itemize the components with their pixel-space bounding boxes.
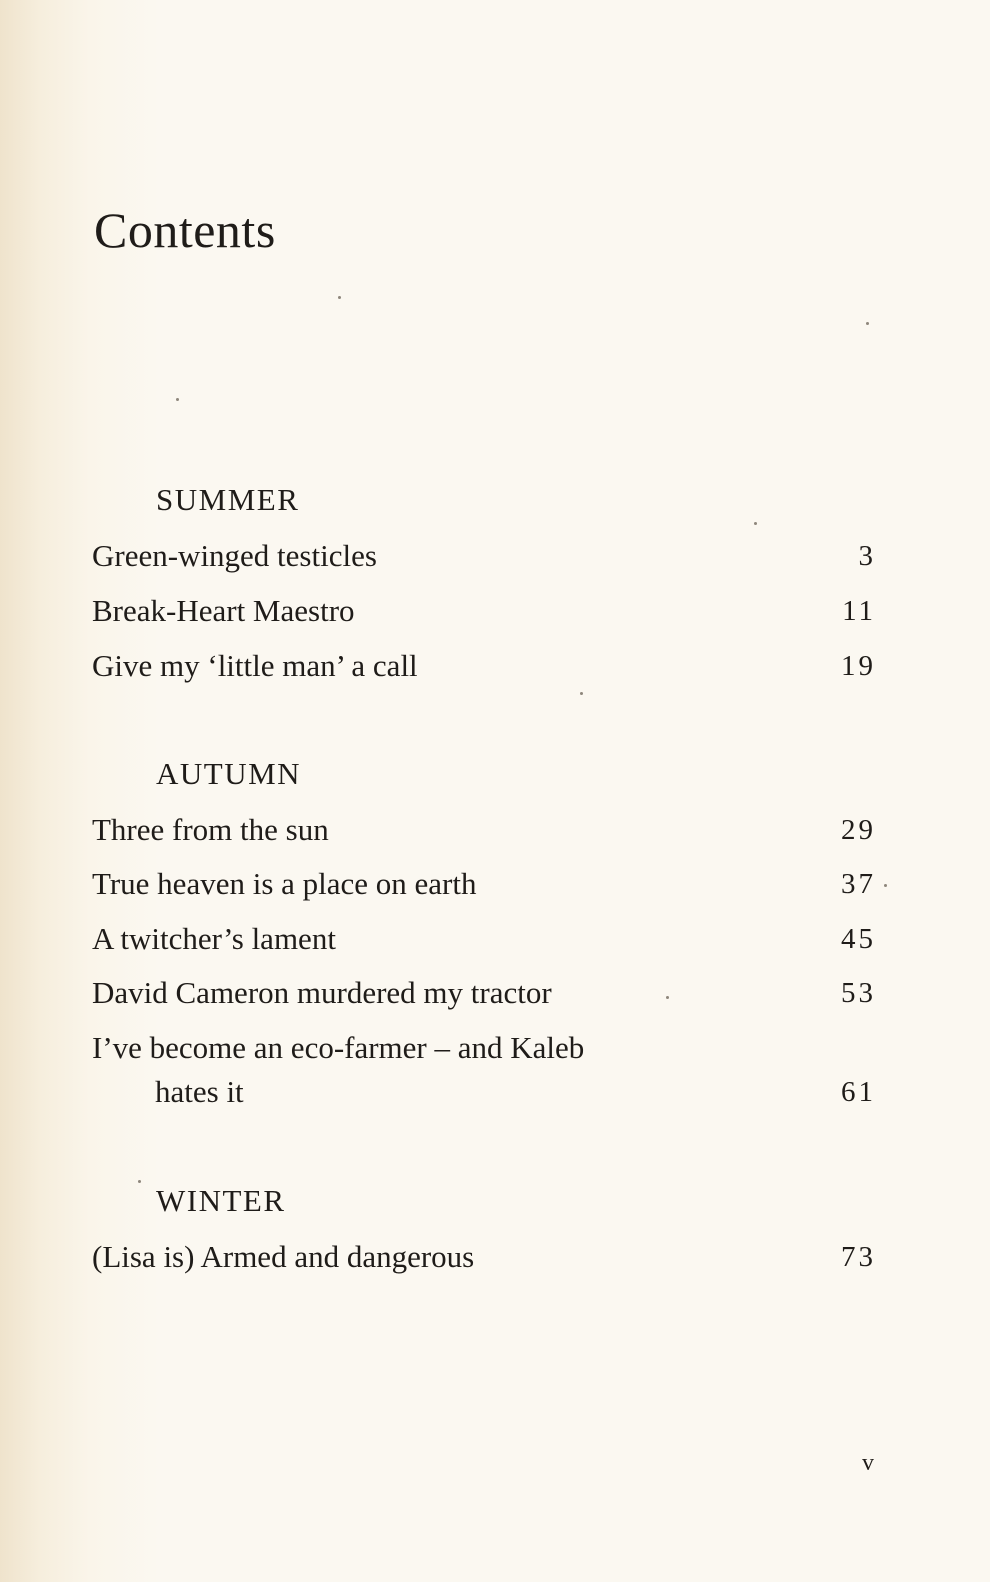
paper-speck <box>338 296 341 299</box>
toc-entry-page-number: 19 <box>841 650 876 682</box>
paper-speck <box>666 996 669 999</box>
toc-entry-title: Give my ‘little man’ a call <box>92 648 418 683</box>
toc-entry <box>92 862 882 906</box>
toc-entry <box>92 644 882 688</box>
toc-entry-page-number: 29 <box>841 814 876 846</box>
toc-entry-page-number: 73 <box>841 1241 876 1273</box>
toc-entry-page-number: 45 <box>841 923 876 955</box>
toc-entry-title: True heaven is a place on earth <box>92 866 477 901</box>
paper-speck <box>580 692 583 695</box>
toc-entry-title: A twitcher’s lament <box>92 921 336 956</box>
toc-entry-title: David Cameron murdered my tractor <box>92 975 552 1010</box>
paper-speck <box>884 884 887 887</box>
toc-entry-title: Break-Heart Maestro <box>92 593 355 628</box>
toc-entry-title: (Lisa is) Armed and dangerous <box>92 1239 475 1274</box>
toc-entry <box>92 534 882 578</box>
toc-entry <box>92 1026 882 1114</box>
toc-entry-title: I’ve become an eco-farmer – and Kaleb <box>92 1030 585 1065</box>
toc-entry-page-number: 37 <box>841 868 876 900</box>
toc-entry-page-number: 53 <box>841 977 876 1009</box>
paper-speck <box>138 1180 141 1183</box>
page-folio: v <box>862 1450 874 1476</box>
toc-entry-page-number: 11 <box>842 595 876 627</box>
toc-entry-title-continuation: hates it <box>155 1074 244 1109</box>
toc-entry <box>92 808 882 852</box>
toc-entry <box>92 589 882 633</box>
page-title: Contents <box>94 202 276 258</box>
toc-entry-title: Green-winged testicles <box>92 538 377 573</box>
toc-entry <box>92 917 882 961</box>
toc-entry-title: Three from the sun <box>92 812 329 847</box>
toc-entry <box>92 1235 882 1279</box>
toc-entry <box>92 971 882 1015</box>
toc-entry-page-number: 3 <box>858 540 876 572</box>
paper-speck <box>866 322 869 325</box>
section-heading-winter: WINTER <box>156 1183 286 1218</box>
paper-speck <box>754 522 757 525</box>
section-heading-summer: SUMMER <box>156 482 300 517</box>
toc-entry-page-number: 61 <box>841 1076 876 1108</box>
section-heading-autumn: AUTUMN <box>156 756 302 791</box>
toc-entry-title-multiline <box>92 1026 712 1114</box>
paper-speck <box>176 398 179 401</box>
